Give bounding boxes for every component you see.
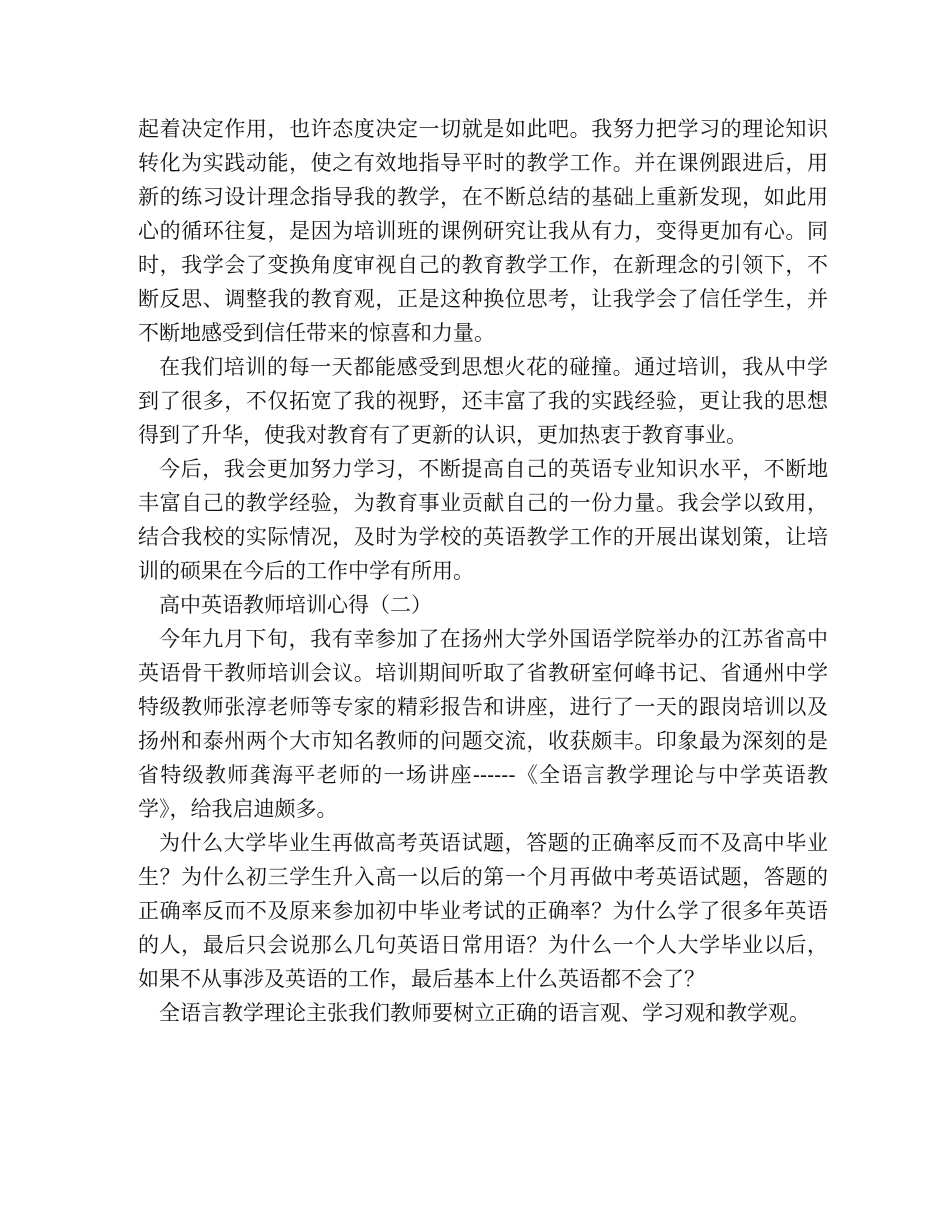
document-body	[138, 112, 828, 1030]
section-heading: 高中英语教师培训心得（二）	[159, 593, 432, 617]
paragraph-training-report: 今年九月下旬，我有幸参加了在扬州大学外国语学院举办的江苏省高中英语骨干教师培训会议。培训期间听取了省教研室何峰书记、省通州中学特级教师张淳老师等专家的精彩报告和讲座，进行了一天的跟岗培训以及扬州和泰州两个大市知名教师的问题交流，收获颇丰。印象最为深刻的是省特级教师龚海平老师的一场讲座------《全语言教学理论与中学英语教学》，给我启迪颇多。	[138, 627, 828, 821]
paragraph-future-plans: 今后，我会更加努力学习，不断提高自己的英语专业知识水平，不断地丰富自己的教学经验，为教育事业贡献自己的一份力量。我会学以致用，结合我校的实际情况，及时为学校的英语教学工作的开展出谋划策，让培训的硕果在今后的工作中学有所用。	[138, 457, 828, 583]
paragraph-continuation: 起着决定作用，也许态度决定一切就是如此吧。我努力把学习的理论知识转化为实践动能，使之有效地指导平时的教学工作。并在课例跟进后，用新的练习设计理念指导我的教学，在不断总结的基础上重新发现，如此用心的循环往复，是因为培训班的课例研究让我从有力，变得更加有心。同时，我学会了变换角度审视自己的教育教学工作，在新理念的引领下，不断反思、调整我的教育观，正是这种换位思考，让我学会了信任学生，并不断地感受到信任带来的惊喜和力量。	[138, 117, 828, 345]
paragraph-training-insights: 在我们培训的每一天都能感受到思想火花的碰撞。通过培训，我从中学到了很多，不仅拓宽了我的视野，还丰富了我的实践经验，更让我的思想得到了升华，使我对教育有了更新的认识，更加热衷于教育事业。	[138, 355, 828, 447]
paragraph-language-theory: 全语言教学理论主张我们教师要树立正确的语言观、学习观和教学观。	[159, 1001, 810, 1025]
paragraph-questions: 为什么大学毕业生再做高考英语试题，答题的正确率反而不及高中毕业生？为什么初三学生升入高一以后的第一个月再做中考英语试题，答题的正确率反而不及原来参加初中毕业考试的正确率？为什么学了很多年英语的人，最后只会说那么几句英语日常用语？为什么一个人大学毕业以后，如果不从事涉及英语的工作，最后基本上什么英语都不会了？	[138, 831, 828, 991]
